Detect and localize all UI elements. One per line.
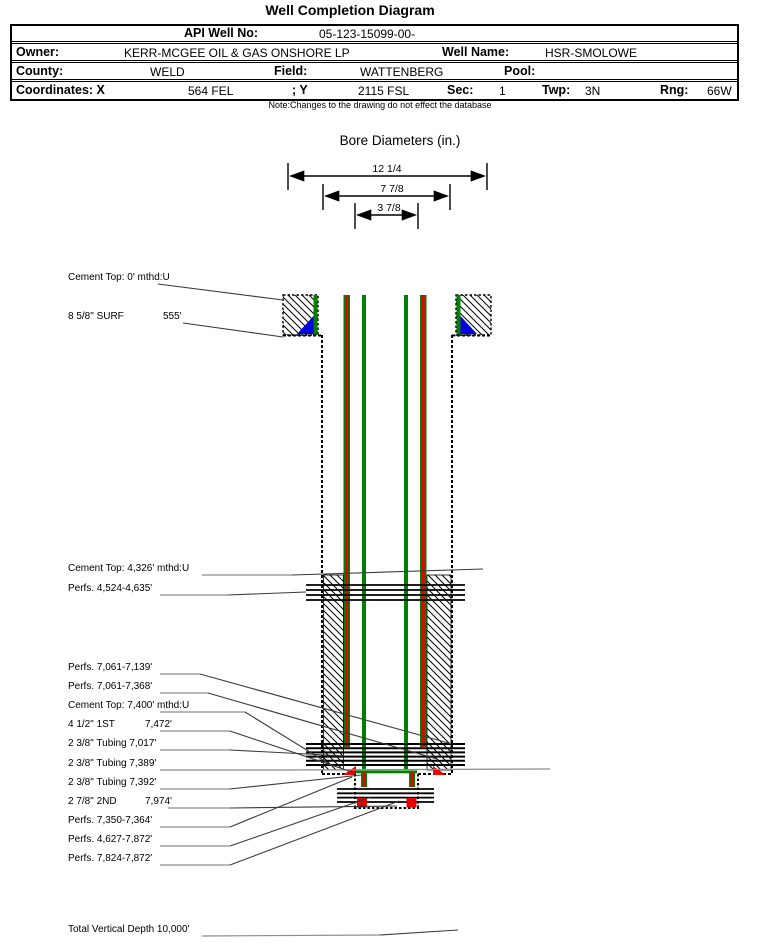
annotation-first-casing: 4 1/2" 1ST 7,472' bbox=[68, 719, 172, 730]
tubing-tail-right bbox=[411, 771, 414, 787]
bore-diameter-12-label: 12 1/4 bbox=[372, 163, 402, 175]
county-label: County: bbox=[16, 64, 64, 78]
county-value: WELD bbox=[150, 65, 185, 79]
database-note: Note:Changes to the drawing do not effect the database bbox=[268, 100, 492, 110]
annotation-perfs-7061-7139: Perfs. 7,061-7,139' bbox=[68, 662, 153, 673]
coordinates-x-value: 564 FEL bbox=[188, 84, 234, 98]
annotation-perfs-7350: Perfs. 7,350-7,364' bbox=[68, 815, 153, 826]
annotation-perfs-7061-7368: Perfs. 7,061-7,368' bbox=[68, 681, 153, 692]
tubing-right bbox=[422, 295, 425, 747]
bore-diameter-7-label: 7 7/8 bbox=[380, 183, 404, 195]
sec-label: Sec: bbox=[447, 83, 474, 97]
coordinates-y-value: 2115 FSL bbox=[358, 84, 410, 98]
annotation-perfs-4524: Perfs. 4,524-4,635' bbox=[68, 583, 153, 594]
casing-strings bbox=[344, 295, 427, 769]
second-liner-section bbox=[337, 766, 446, 808]
annotation-tubing-7389: 2 3/8" Tubing 7,389' bbox=[68, 758, 157, 769]
well-name-label: Well Name: bbox=[442, 45, 510, 59]
twp-value: 3N bbox=[585, 84, 601, 98]
well-name-value: HSR-SMOLOWE bbox=[545, 46, 638, 60]
tubing-tail-left bbox=[363, 771, 366, 787]
annotation-cement-top-4326: Cement Top: 4,326' mthd:U bbox=[68, 563, 190, 574]
page-title: Well Completion Diagram bbox=[265, 2, 435, 18]
tubing-left bbox=[345, 295, 348, 747]
cement-annulus-left bbox=[324, 575, 344, 770]
inner-casing-right bbox=[404, 295, 408, 769]
leader-lines bbox=[158, 284, 550, 936]
bore-diameter-3-label: 3 7/8 bbox=[377, 202, 401, 214]
surface-cement-blocks bbox=[283, 295, 491, 335]
bore-diameters-title: Bore Diameters (in.) bbox=[339, 133, 461, 148]
annotation-cement-top-0: Cement Top: 0' mthd:U bbox=[68, 272, 170, 283]
annotation-tubing-7392: 2 3/8" Tubing 7,392' bbox=[68, 777, 157, 788]
packer-left bbox=[343, 766, 356, 775]
rng-value: 66W bbox=[707, 84, 732, 98]
coordinates-y-label: ; Y bbox=[292, 83, 308, 97]
annotation-perfs-7824: Perfs. 7,824-7,872' bbox=[68, 853, 153, 864]
annotation-surface-casing: 8 5/8" SURF 555' bbox=[68, 311, 182, 322]
rng-label: Rng: bbox=[660, 83, 689, 97]
pool-label: Pool: bbox=[504, 64, 536, 78]
sec-value: 1 bbox=[499, 84, 506, 98]
annotation-tubing-7017: 2 3/8" Tubing 7,017' bbox=[68, 738, 157, 749]
surface-casing-right-wall bbox=[457, 295, 461, 335]
borehole-walls bbox=[283, 335, 491, 774]
perforation-band-7824 bbox=[337, 789, 434, 802]
inner-casing-left bbox=[362, 295, 366, 769]
annotation-cement-top-7400: Cement Top: 7,400' mthd:U bbox=[68, 700, 190, 711]
twp-label: Twp: bbox=[542, 83, 571, 97]
api-value: 05-123-15099-00- bbox=[319, 27, 416, 41]
owner-label: Owner: bbox=[16, 45, 60, 59]
annotation-total-vertical-depth: Total Vertical Depth 10,000' bbox=[68, 924, 190, 935]
surface-casing-left-wall bbox=[314, 295, 318, 335]
annotation-second-liner: 2 7/8" 2ND 7,974' bbox=[68, 796, 172, 807]
owner-value: KERR-MCGEE OIL & GAS ONSHORE LP bbox=[124, 46, 350, 60]
api-label: API Well No: bbox=[184, 26, 259, 40]
coordinates-label: Coordinates: X bbox=[16, 83, 105, 97]
field-value: WATTENBERG bbox=[360, 65, 444, 79]
field-label: Field: bbox=[274, 64, 308, 78]
annotation-perfs-4627: Perfs. 4,627-7,872' bbox=[68, 834, 153, 845]
liner-shoe-right bbox=[407, 798, 417, 808]
